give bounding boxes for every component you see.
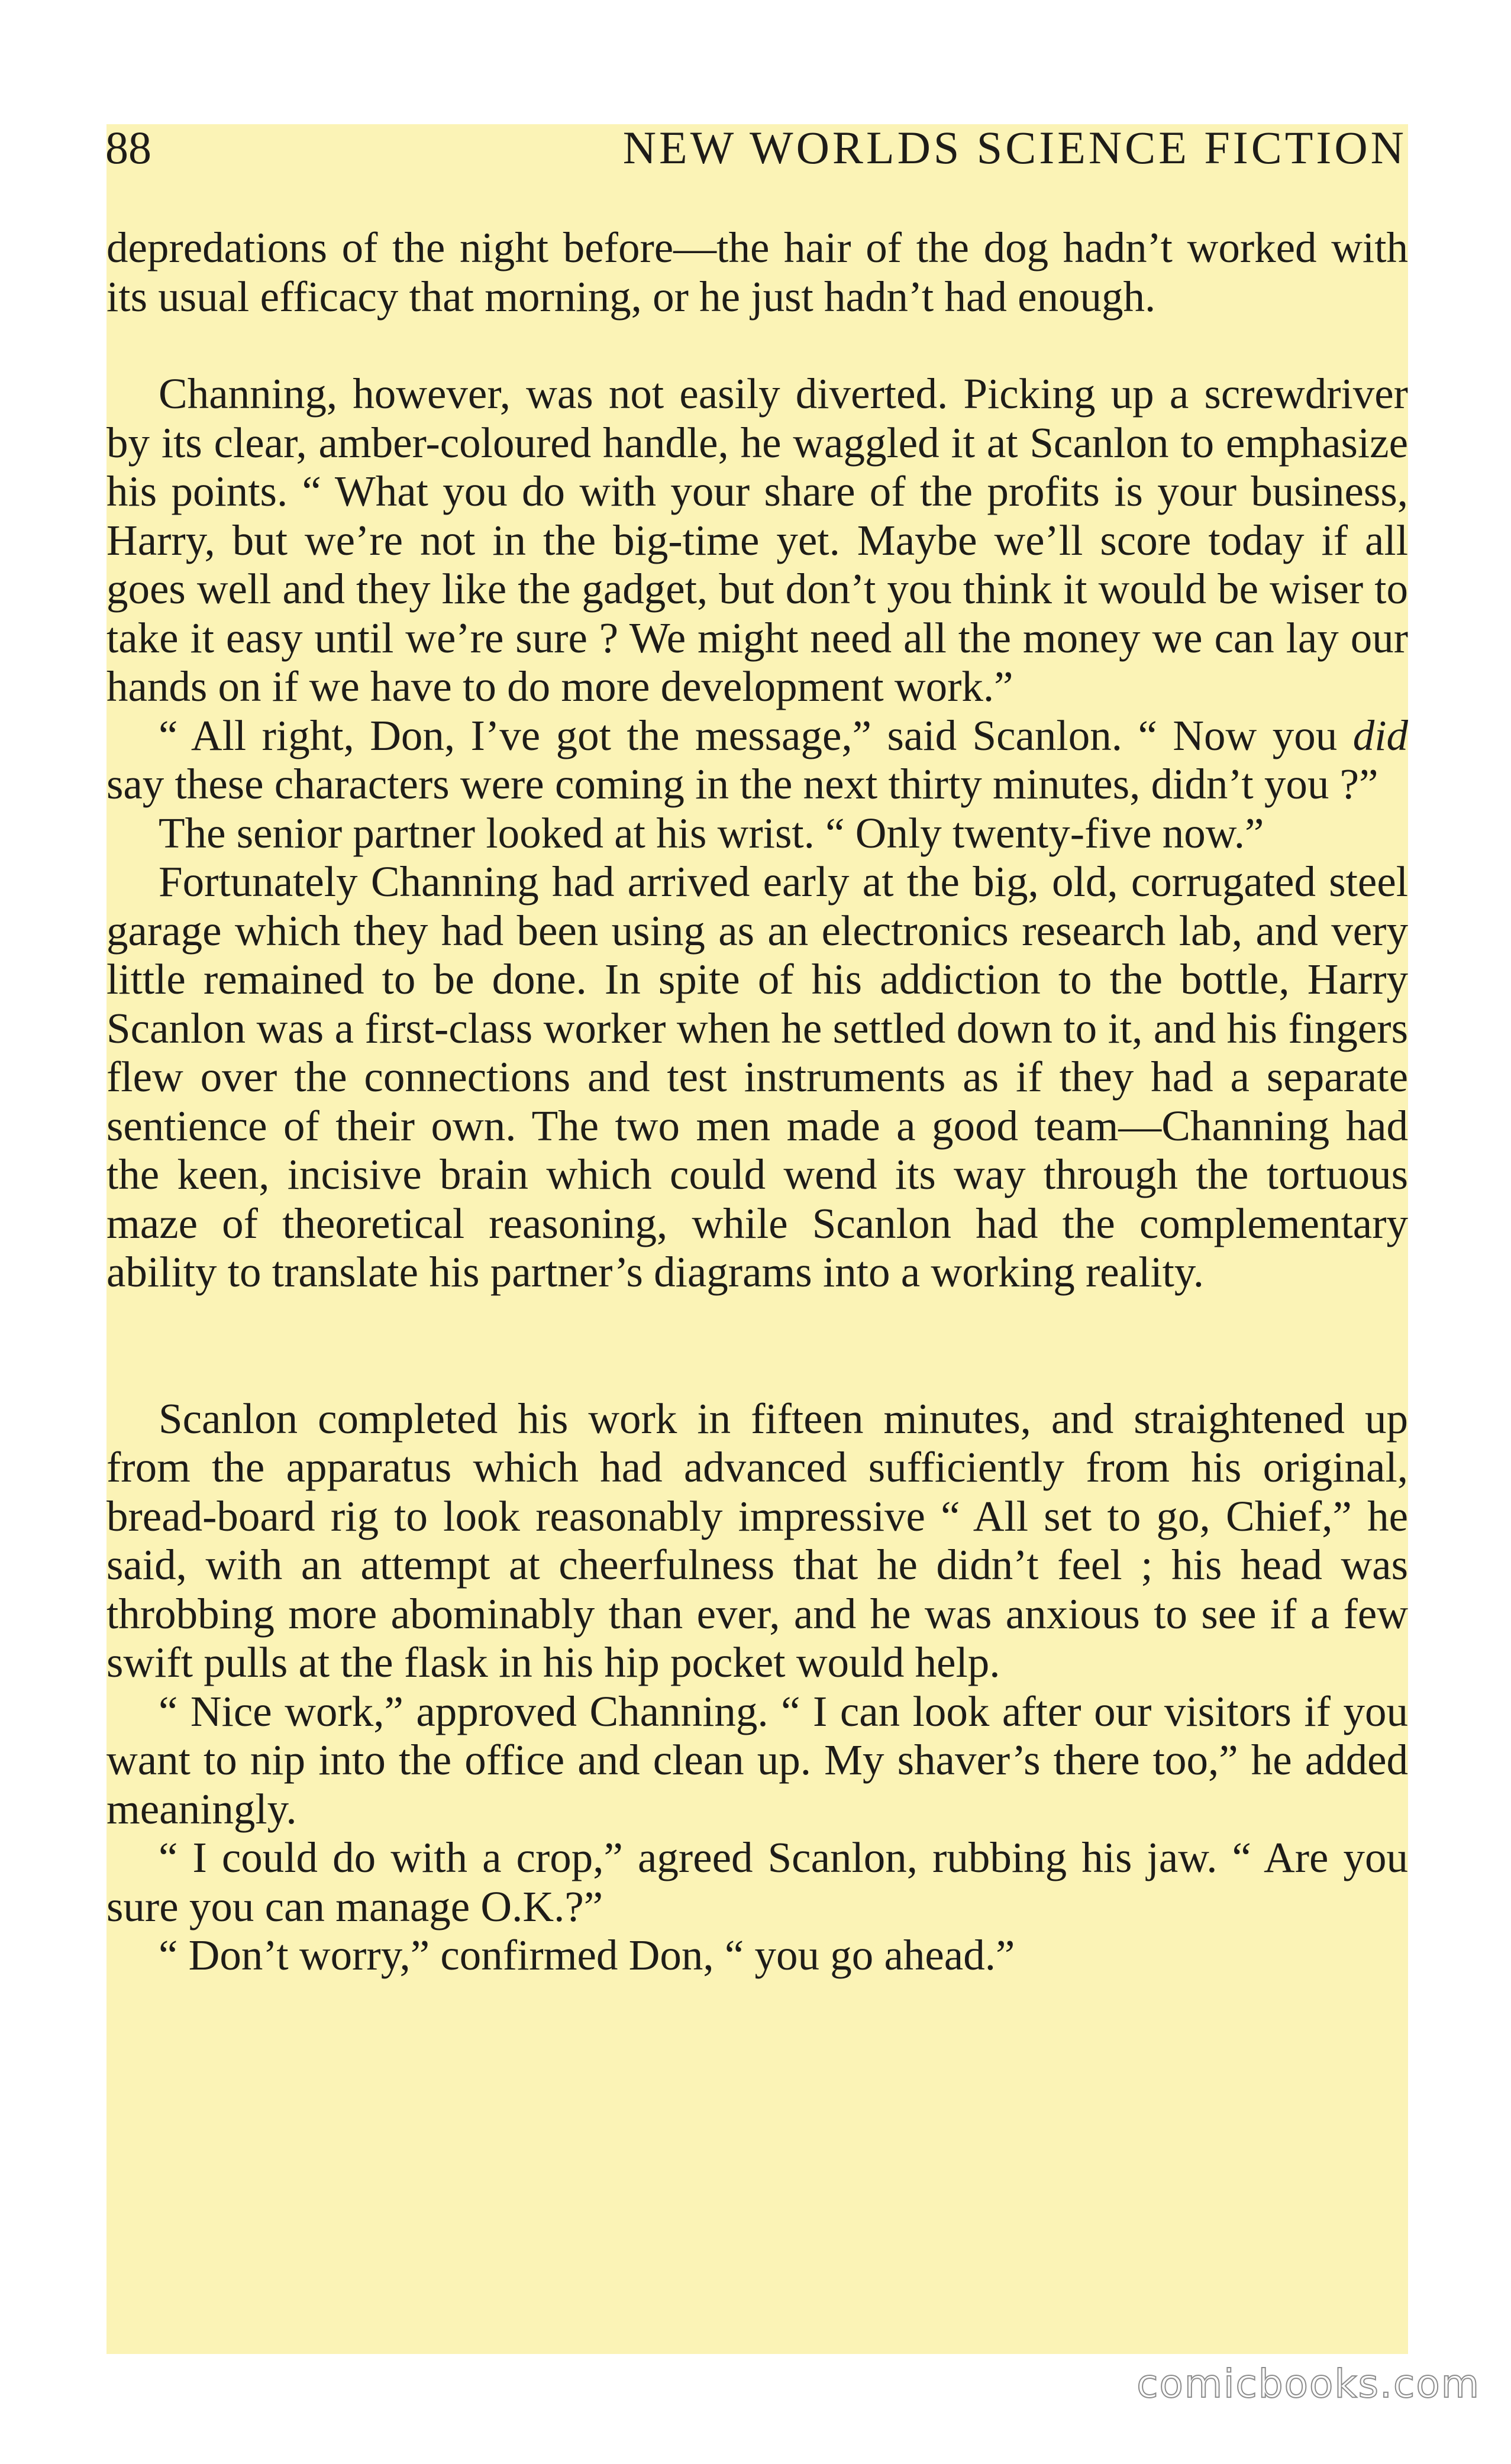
paragraph-3-text-b: say these characters were coming in the next thirty minutes, didn’t you ?”: [106, 760, 1378, 808]
paragraph-8: “ I could do with a crop,” agreed Scanlon, rubbing his jaw. “ Are you sure you can manage O.K.?”: [106, 1834, 1408, 1931]
watermark-logo: comicbooks.com: [1137, 2361, 1480, 2407]
paragraph-9: “ Don’t worry,” confirmed Don, “ you go ahead.”: [159, 1931, 1015, 1979]
paragraph-1: depredations of the night before—the hair of the dog hadn’t worked with its usual efficacy that morning, or he just hadn’t had enough.: [106, 224, 1408, 321]
emphasis-did: did: [1352, 711, 1408, 759]
running-title: NEW WORLDS SCIENCE FICTION: [622, 122, 1407, 173]
paragraph-5: Fortunately Channing had arrived early at the big, old, corrugated steel garage which they had been using as an electronics research lab, and very little remained to be done. In spite of his addiction to the bottle, Harry Scanlon was a first-class worker when he settled down to it, and his fingers flew over the connections and test instruments as if they had a separate sentience of their own. The two men made a good team—Channing had the keen, incisive brain which could wend its way through the tortuous maze of theoretical reasoning, while Scanlon had the complementary ability to translate his partner’s diagrams into a working reality.: [106, 858, 1408, 1296]
section-break: [106, 321, 1408, 370]
running-header: [105, 121, 1407, 180]
paragraph-2: Channing, however, was not easily diverted. Picking up a screwdriver by its clear, amber-coloured handle, he waggled it at Scanlon to emphasize his points. “ What you do with your share of the profits is your business, Harry, but we’re not in the big-time yet. Maybe we’ll score today if all goes well and they like the gadget, but don’t you think it would be wiser to take it easy until we’re sure ? We might need all the money we can lay our hands on if we have to do more development work.”: [106, 370, 1408, 710]
page-number: 88: [105, 122, 151, 173]
section-break: [106, 1297, 1408, 1395]
paragraph-4: The senior partner looked at his wrist. “ Only twenty-five now.”: [159, 809, 1264, 857]
paragraph-3-text-a: “ All right, Don, I’ve got the message,” said Scanlon. “ Now you: [159, 711, 1353, 759]
paragraph-6: Scanlon completed his work in fifteen minutes, and straightened up from the apparatus which had advanced sufficiently from his original, bread-board rig to look reasonably impressive “ All set to go, Chief,” he said, with an attempt at cheerfulness that he didn’t feel ; his head was throbbing more abominably than ever, and he was anxious to see if a few swift pulls at the flask in his hip pocket would help.: [106, 1394, 1408, 1686]
paragraph-3: [106, 712, 1408, 809]
story-text: [106, 224, 1408, 1980]
paragraph-7: “ Nice work,” approved Channing. “ I can look after our visitors if you want to nip into the office and clean up. My shaver’s there too,” he added meaningly.: [106, 1687, 1408, 1833]
